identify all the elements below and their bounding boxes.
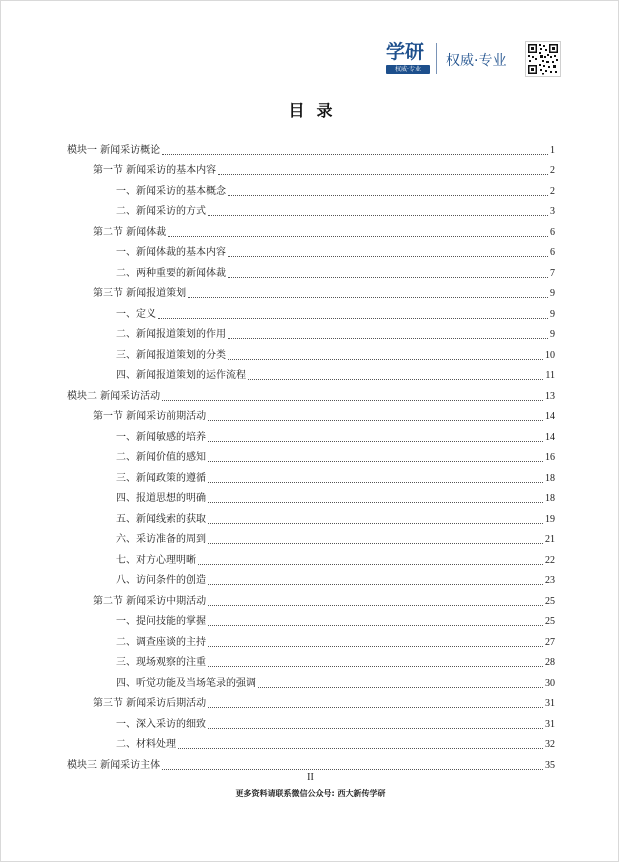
toc-entry-page: 25	[545, 616, 555, 627]
toc-leader-dots	[208, 214, 548, 216]
toc-subsection-entry[interactable]	[67, 198, 555, 219]
toc-leader-dots	[218, 173, 548, 175]
toc-subsection-entry[interactable]	[67, 526, 555, 547]
toc-subsection-entry[interactable]	[67, 485, 555, 506]
toc-entry-label: 八、访问条件的创造	[116, 575, 206, 586]
toc-entry-label: 四、听觉功能及当场笔录的强调	[116, 677, 256, 689]
brand-slogan: 权威·专业	[446, 53, 507, 69]
toc-entry-page: 2	[550, 165, 555, 176]
toc-entry-page: 13	[545, 390, 555, 402]
toc-subsection-entry[interactable]	[67, 567, 555, 588]
toc-entry-page: 25	[545, 595, 555, 607]
toc-entry-label: 三、现场观察的注重	[116, 657, 206, 668]
toc-entry-label: 二、两种重要的新闻体裁	[116, 267, 226, 279]
toc-subsection-entry[interactable]	[67, 300, 555, 321]
toc-leader-dots	[158, 317, 548, 319]
toc-leader-dots	[208, 583, 543, 585]
footer-note: 更多资料请联系微信公众号: 西大新传学研	[235, 789, 386, 798]
toc-entry-label: 一、提问技能的掌握	[116, 616, 206, 627]
toc-leader-dots	[208, 645, 543, 647]
toc-subsection-entry[interactable]	[67, 239, 555, 260]
toc-subsection-entry[interactable]	[67, 362, 555, 383]
toc-entry-page: 18	[545, 472, 555, 484]
toc-entry-page: 31	[545, 718, 555, 730]
toc-subsection-entry[interactable]	[67, 546, 555, 567]
toc-subsection-entry[interactable]	[67, 341, 555, 362]
toc-section-entry[interactable]	[67, 690, 555, 711]
toc-entry-label: 第二节 新闻采访中期活动	[93, 595, 207, 607]
toc-entry-page: 6	[550, 247, 555, 258]
toc-section-entry[interactable]	[67, 587, 555, 608]
toc-leader-dots	[162, 399, 543, 401]
toc-entry-page: 21	[545, 534, 555, 545]
toc-entry-page: 11	[545, 370, 555, 381]
toc-section-entry[interactable]	[67, 157, 555, 178]
toc-section-entry[interactable]	[67, 218, 555, 239]
toc-leader-dots	[208, 624, 543, 626]
brand-logo	[386, 43, 431, 75]
toc-entry-label: 一、新闻采访的基本概念	[116, 185, 226, 197]
toc-module-entry[interactable]	[67, 751, 555, 772]
toc-entry-label: 二、新闻价值的感知	[116, 452, 206, 463]
toc-entry-label: 一、新闻体裁的基本内容	[116, 247, 226, 258]
toc-entry-label: 第三节 新闻报道策划	[93, 288, 187, 299]
toc-entry-label: 第三节 新闻采访后期活动	[93, 698, 207, 709]
toc-subsection-entry[interactable]	[67, 628, 555, 649]
toc-leader-dots	[208, 460, 543, 462]
brand-name: 学研	[386, 41, 425, 63]
toc-leader-dots	[162, 768, 543, 770]
toc-subsection-entry[interactable]	[67, 444, 555, 465]
toc-entry-page: 27	[545, 636, 555, 648]
toc-leader-dots	[258, 686, 543, 688]
toc-subsection-entry[interactable]	[67, 669, 555, 690]
toc-leader-dots	[228, 194, 548, 196]
toc-leader-dots	[208, 522, 543, 524]
toc-leader-dots	[228, 255, 548, 257]
toc-subsection-entry[interactable]	[67, 321, 555, 342]
toc-entry-label: 模块一 新闻采访概论	[67, 144, 161, 156]
toc-leader-dots	[208, 542, 543, 544]
toc-leader-dots	[208, 501, 543, 503]
toc-entry-label: 一、新闻敏感的培养	[116, 431, 206, 443]
toc-leader-dots	[208, 419, 543, 421]
toc-leader-dots	[228, 337, 548, 339]
toc-leader-dots	[208, 481, 543, 483]
toc-entry-label: 六、采访准备的周到	[116, 534, 206, 545]
toc-entry-label: 一、定义	[116, 308, 156, 320]
toc-module-entry[interactable]	[67, 382, 555, 403]
toc-subsection-entry[interactable]	[67, 464, 555, 485]
toc-leader-dots	[228, 276, 548, 278]
toc-entry-label: 第二节 新闻体裁	[93, 226, 167, 238]
toc-entry-label: 四、新闻报道策划的运作流程	[116, 370, 246, 381]
toc-subsection-entry[interactable]	[67, 505, 555, 526]
qr-code-icon	[525, 41, 561, 77]
toc-entry-page: 19	[545, 513, 555, 525]
toc-entry-page: 9	[550, 308, 555, 320]
toc-entry-page: 30	[545, 677, 555, 689]
toc-entry-page: 9	[550, 329, 555, 340]
toc-leader-dots	[162, 153, 548, 155]
toc-section-entry[interactable]	[67, 280, 555, 301]
toc-leader-dots	[248, 378, 543, 380]
toc-subsection-entry[interactable]	[67, 649, 555, 670]
toc-leader-dots	[168, 235, 548, 237]
toc-subsection-entry[interactable]	[67, 710, 555, 731]
toc-entry-label: 模块二 新闻采访活动	[67, 390, 161, 402]
toc-leader-dots	[208, 727, 543, 729]
toc-entry-page: 35	[545, 759, 555, 771]
toc-entry-label: 二、调查座谈的主持	[116, 636, 206, 648]
toc-entry-page: 23	[545, 575, 555, 586]
toc-entry-label: 模块三 新闻采访主体	[67, 759, 161, 771]
toc-section-entry[interactable]	[67, 403, 555, 424]
toc-entry-page: 10	[545, 349, 555, 361]
toc-subsection-entry[interactable]	[67, 259, 555, 280]
toc-entry-page: 18	[545, 493, 555, 504]
toc-entry-page: 9	[550, 288, 555, 299]
toc-subsection-entry[interactable]	[67, 177, 555, 198]
toc-entry-page: 22	[545, 554, 555, 566]
page-title: 目录	[288, 101, 345, 120]
toc-subsection-entry[interactable]	[67, 731, 555, 752]
toc-leader-dots	[178, 747, 543, 749]
toc-entry-page: 3	[550, 206, 555, 217]
toc-entry-label: 二、新闻报道策划的作用	[116, 329, 226, 340]
toc-entry-label: 二、新闻采访的方式	[116, 206, 206, 217]
toc-entry-page: 7	[550, 267, 555, 279]
toc-leader-dots	[208, 440, 543, 442]
toc-subsection-entry[interactable]	[67, 608, 555, 629]
toc-entry-label: 二、材料处理	[116, 739, 176, 750]
toc-entry-label: 第一节 新闻采访前期活动	[93, 411, 207, 422]
table-of-contents	[67, 136, 555, 772]
toc-entry-page: 1	[550, 144, 555, 156]
toc-leader-dots	[228, 358, 543, 360]
toc-entry-label: 七、对方心理明晰	[116, 554, 196, 566]
toc-entry-label: 第一节 新闻采访的基本内容	[93, 165, 217, 176]
toc-leader-dots	[198, 563, 543, 565]
toc-leader-dots	[208, 665, 543, 667]
toc-entry-page: 6	[550, 226, 555, 238]
toc-entry-label: 三、新闻报道策划的分类	[116, 349, 226, 361]
toc-leader-dots	[208, 604, 543, 606]
brand-tagline-badge: 权威·专业	[386, 65, 430, 74]
toc-entry-label: 三、新闻政策的遵循	[116, 472, 206, 484]
toc-entry-label: 四、报道思想的明确	[116, 493, 206, 504]
page-number: II	[307, 772, 314, 783]
toc-module-entry[interactable]	[67, 136, 555, 157]
toc-entry-page: 16	[545, 452, 555, 463]
toc-entry-page: 14	[545, 411, 555, 422]
toc-leader-dots	[208, 706, 543, 708]
toc-entry-page: 14	[545, 431, 555, 443]
toc-entry-page: 31	[545, 698, 555, 709]
toc-entry-label: 五、新闻线索的获取	[116, 513, 206, 525]
toc-subsection-entry[interactable]	[67, 423, 555, 444]
toc-entry-page: 32	[545, 739, 555, 750]
toc-leader-dots	[188, 296, 548, 298]
toc-entry-page: 28	[545, 657, 555, 668]
toc-entry-page: 2	[550, 185, 555, 197]
brand-divider	[436, 43, 437, 74]
toc-entry-label: 一、深入采访的细致	[116, 718, 206, 730]
